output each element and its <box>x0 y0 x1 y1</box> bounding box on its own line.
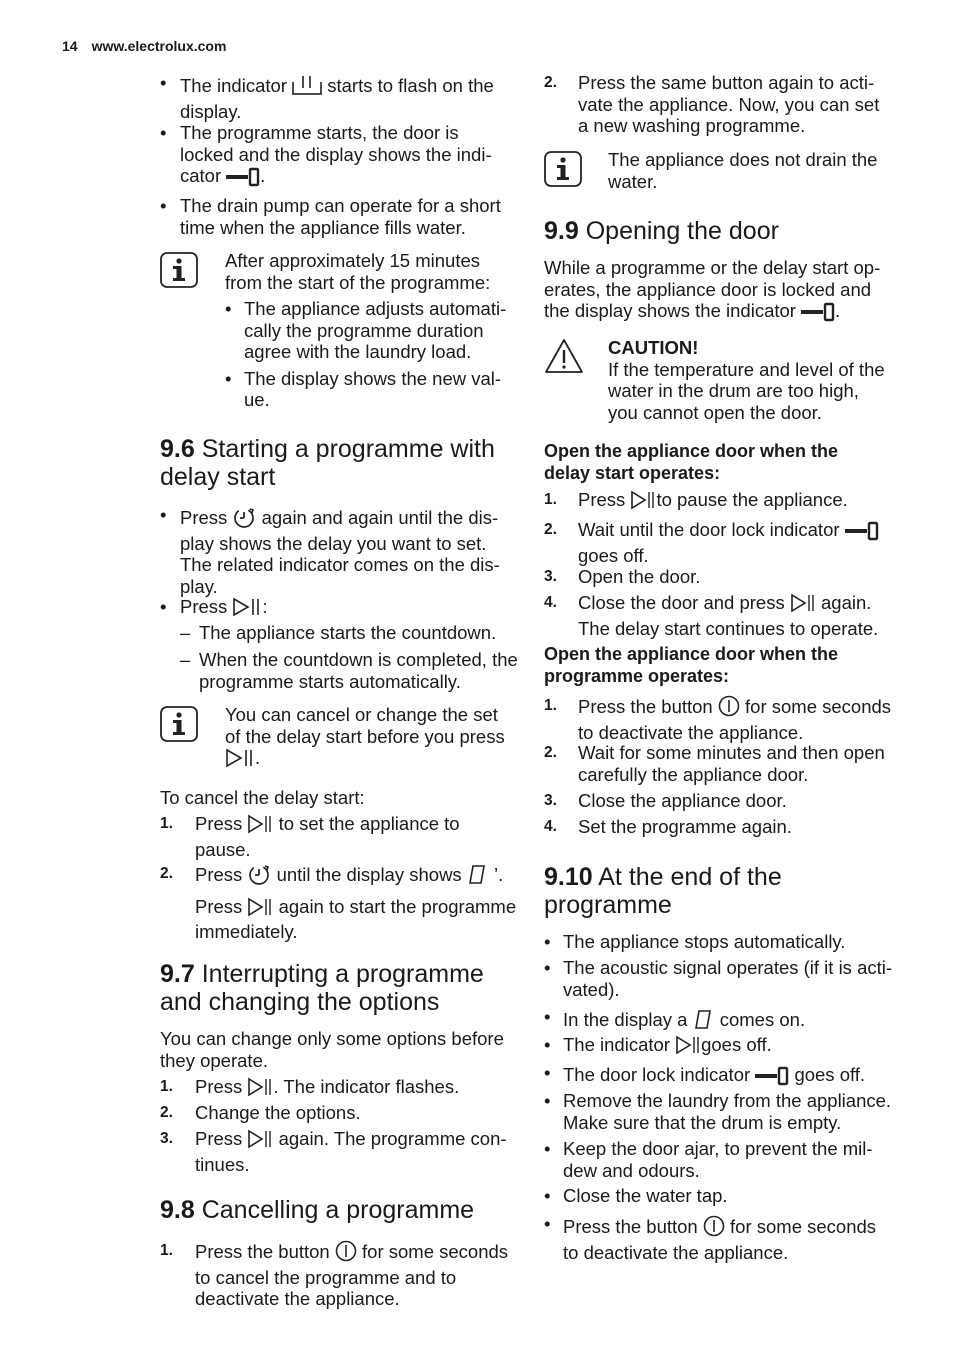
start-pause-icon <box>247 897 273 922</box>
numbered-step: 3. Press again. The programme continues. <box>160 1128 507 1175</box>
paragraph: You can change only some options before they operate. <box>160 1028 504 1071</box>
start-pause-icon <box>247 1129 273 1154</box>
numbered-step: 2. Change the options. <box>160 1102 361 1123</box>
bullet-item: • The door lock indicator goes off. <box>544 1064 896 1090</box>
numbered-step: 2. Press the same button again to activate the appliance. Now, you can set a new washing programme. <box>544 72 880 136</box>
subheading: Open the appliance door when the programme operates: <box>544 644 839 686</box>
caution-title: CAUTION! <box>608 337 699 358</box>
bullet-item: • The appliance stops automatically. <box>544 931 846 952</box>
bullet-item: • The acoustic signal operates (if it is activated). <box>544 957 893 1000</box>
info-list-item: • The appliance adjusts automatically the programme duration agree with the laundry load. <box>225 298 507 362</box>
bullet-item: • Remove the laundry from the appliance. Make sure that the drum is empty. <box>544 1090 892 1133</box>
start-pause-icon <box>247 814 273 839</box>
numbered-step: 2. Wait until the door lock indicator goes off. <box>544 519 894 566</box>
section-heading-9-8: 9.8 Cancelling a programme <box>160 1196 475 1224</box>
door-lock-icon <box>755 1067 789 1090</box>
numbered-step: 2. Wait for some minutes and then open carefully the appliance door. <box>544 742 885 785</box>
warning-icon <box>544 338 584 379</box>
section-heading-9-10: 9.10 At the end of the programme <box>544 863 782 919</box>
start-pause-icon <box>225 748 255 773</box>
pause-indicator-icon <box>292 74 322 101</box>
zero-digit-icon <box>693 1008 715 1035</box>
info-note: You can cancel or change the set of the delay start before you press . <box>225 704 515 773</box>
bullet-item: • Close the water tap. <box>544 1185 728 1206</box>
section-heading-9-6: 9.6 Starting a programme with delay start <box>160 435 495 491</box>
info-icon <box>160 706 198 747</box>
info-note: After approximately 15 minutes from the start of the programme: • The appliance adjusts automatically the programme duration agree with the laundry load. • The display shows the new value. <box>225 250 515 411</box>
power-button-icon <box>703 1215 725 1242</box>
paragraph: To cancel the delay start: <box>160 787 365 808</box>
page-header <box>62 38 226 54</box>
door-lock-icon <box>845 522 879 545</box>
numbered-step: 4. Close the door and press again. The delay start continues to operate. <box>544 592 879 639</box>
bullet-item: • Press : <box>160 596 512 622</box>
info-icon <box>160 252 198 293</box>
numbered-step: 2. Press until the display shows ’. Press again to start the programme immediately. <box>160 864 517 942</box>
bullet-item: • The indicator starts to flash on the display. <box>160 72 494 122</box>
site-url[interactable]: www.electrolux.com <box>91 38 227 54</box>
info-note: The appliance does not drain the water. <box>608 149 878 192</box>
numbered-step: 1. Press to set the appliance to pause. <box>160 813 460 860</box>
bullet-item: • Press the button for some seconds to deactivate the appliance. <box>544 1213 877 1263</box>
numbered-step: 3. Close the appliance door. <box>544 790 787 811</box>
bullet-item: • The drain pump can operate for a short time when the appliance fills water. <box>160 195 501 238</box>
bullet-item: • Keep the door ajar, to prevent the mildew and odours. <box>544 1138 873 1181</box>
section-heading-9-7: 9.7 Interrupting a programme and changing the options <box>160 960 484 1016</box>
start-pause-icon <box>247 1077 273 1102</box>
numbered-step: 3. Open the door. <box>544 566 701 587</box>
numbered-step: 4. Set the programme again. <box>544 816 792 837</box>
page-number: 14 <box>62 38 78 54</box>
power-button-icon <box>718 695 740 722</box>
start-pause-icon <box>232 597 262 622</box>
delay-start-icon <box>232 506 256 533</box>
info-list-item: • The display shows the new value. <box>225 367 502 410</box>
bullet-item: • Press again and again until the display shows the delay you want to set. The related indicator comes on the display. <box>160 504 500 597</box>
numbered-step: 1. Press to pause the appliance. <box>544 489 894 515</box>
numbered-step: 1. Press the button for some seconds to deactivate the appliance. <box>544 696 892 743</box>
zero-digit-icon <box>467 863 489 890</box>
start-pause-icon <box>675 1035 701 1060</box>
info-icon <box>544 151 582 192</box>
dash-item: – When the countdown is completed, the programme starts automatically. <box>180 649 518 692</box>
dash-item: – The appliance starts the countdown. <box>180 622 497 643</box>
numbered-step: 1. Press the button for some seconds to cancel the programme and to deactivate the appliance. <box>160 1241 509 1309</box>
delay-start-icon <box>247 863 271 890</box>
door-lock-icon <box>226 168 260 191</box>
numbered-step: 1. Press . The indicator flashes. <box>160 1076 520 1102</box>
start-pause-icon <box>630 490 656 515</box>
power-button-icon <box>335 1240 357 1267</box>
caution-note: CAUTION! If the temperature and level of the water in the drum are too high, you cannot open the door. <box>608 337 893 423</box>
bullet-item: • The indicator goes off. <box>544 1034 896 1060</box>
subheading: Open the appliance door when the delay start operates: <box>544 441 839 483</box>
bullet-item: • The programme starts, the door is locked and the display shows the indicator . <box>160 122 512 191</box>
section-heading-9-9: 9.9 Opening the door <box>544 217 779 245</box>
start-pause-icon <box>790 593 816 618</box>
paragraph: While a programme or the delay start operates, the appliance door is locked and the display shows the indicator . <box>544 257 894 326</box>
bullet-item: • In the display a comes on. <box>544 1008 896 1035</box>
door-lock-icon <box>801 303 835 326</box>
